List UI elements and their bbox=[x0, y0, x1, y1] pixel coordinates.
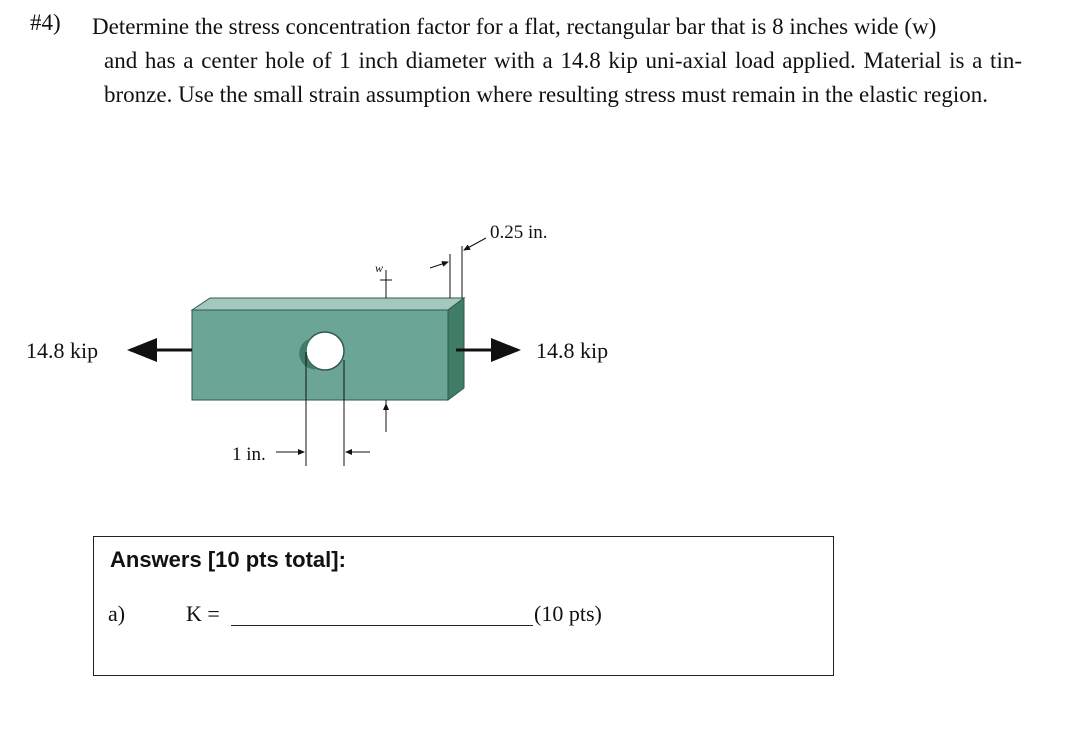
problem-text-rest: and has a center hole of 1 inch diameter with a 14.8 kip uni-axial load applied. Material is a tin-bronze. Use the small strain assumption where resulting stress must remain in the elastic region. bbox=[104, 48, 1022, 107]
problem-text-first-line: Determine the stress concentration factor for a flat, rectangular bar that is 8 inches wide (w) bbox=[92, 14, 937, 39]
problem-number: #4) bbox=[30, 10, 61, 35]
bar-top-face bbox=[192, 298, 464, 310]
thickness-arrow-left bbox=[430, 262, 448, 268]
answer-blank-line[interactable] bbox=[231, 625, 533, 626]
points-label: (10 pts) bbox=[534, 601, 602, 626]
answers-title: Answers [10 pts total]: bbox=[110, 547, 346, 572]
answers-box bbox=[93, 536, 834, 676]
answer-item-label: a) bbox=[108, 601, 126, 626]
right-load-label: 14.8 kip bbox=[536, 338, 609, 363]
thickness-label: 0.25 in. bbox=[490, 222, 548, 243]
width-label: w bbox=[375, 261, 384, 275]
k-label: K = bbox=[186, 601, 220, 626]
left-load-label: 14.8 kip bbox=[26, 338, 99, 363]
hole-label: 1 in. bbox=[232, 444, 266, 465]
thickness-arrow-right bbox=[464, 238, 486, 250]
center-hole bbox=[306, 332, 344, 370]
